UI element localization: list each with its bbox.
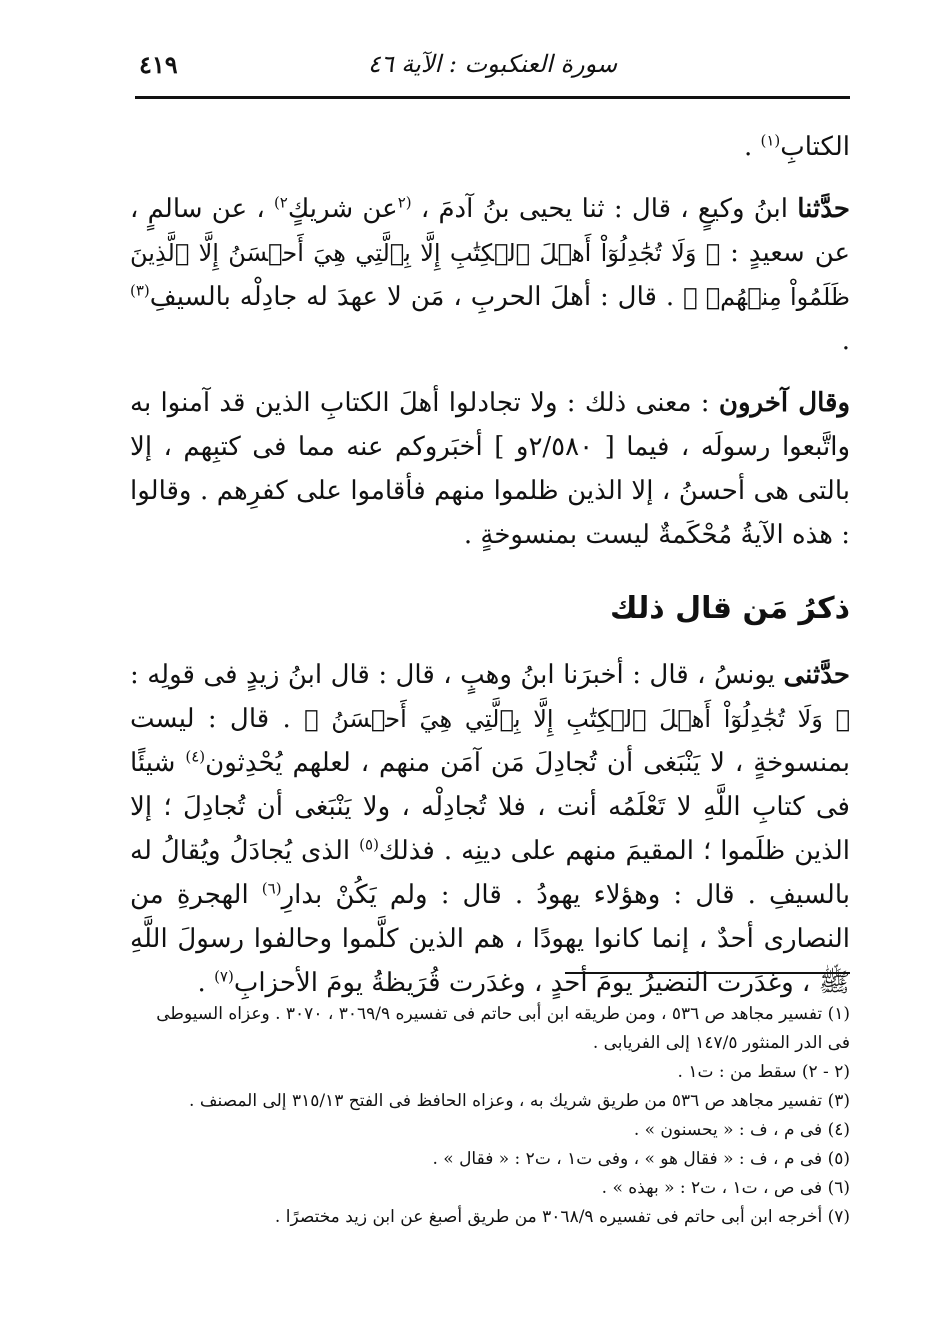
footnote-ref: (١): [760, 131, 781, 150]
page-number: ٤١٩: [139, 50, 178, 79]
paragraph: [130, 653, 850, 1005]
footnote-divider: [565, 972, 850, 974]
footnote: (٥) فى م ، ف : « فقال هو » ، وفى ت١ ، ت٢ : « فقال » .: [432, 1149, 850, 1169]
paragraph-lead: حدَّثنى: [783, 660, 850, 690]
quran-verse: ﴿ وَلَا تُجَٰدِلُوٓاْ أَهۡلَ ٱلۡكِتَٰبِ إِلَّا بِٱلَّتِي هِيَ أَحۡسَنُ ﴾: [304, 705, 850, 733]
footnote-ref: (٣): [130, 281, 150, 300]
paragraph: [130, 187, 850, 363]
running-header: [135, 42, 850, 99]
paragraph-text: . قال : أهلَ الحربِ ، مَن لا عهدَ له جادِلْه بالسيفِ: [149, 282, 684, 312]
footnote-ref: ٢): [273, 193, 288, 212]
footnote: (٢ - ٢) سقط من : ت١ .: [677, 1062, 850, 1082]
paragraph-text: ، عن سالمٍ ، عن سعيدٍ :: [130, 194, 851, 268]
footnote-ref: (٥): [359, 835, 379, 854]
footnote-ref: (٢: [397, 193, 412, 212]
paragraph-lead: وقال آخرون: [718, 388, 851, 418]
paragraphs-before-heading: [130, 125, 850, 557]
paragraph-text: ابنُ وكيعٍ ، قال : ثنا يحيى بنُ آدمَ ،: [411, 194, 798, 224]
paragraph-lead: حدَّثنا: [797, 194, 850, 224]
paragraph-text: .: [743, 132, 761, 162]
quran-verse: ﴿ وَلَا تُجَٰدِلُوٓاْ أَهۡلَ ٱلۡكِتَٰبِ إِلَّا بِٱلَّتِي هِيَ أَحۡسَنُ إِلَّا ٱلَّذِينَ ظَلَمُواْ مِنۡهُمۡ ﴾: [130, 239, 850, 311]
footnote: (٤) فى م ، ف : « يحسنون » .: [633, 1120, 850, 1140]
footnote: (٣) تفسير مجاهد ص ٥٣٦ من طريق شريك به ، وعزاه الحافظ فى الفتح ٣١٥/١٣ إلى المصنف .: [189, 1091, 850, 1111]
footnote-ref: (٦): [261, 879, 282, 898]
main-text: [130, 125, 850, 1023]
footnote: (٦) فى ص ، ت١ ، ت٢ : « بهذه » .: [601, 1178, 850, 1198]
paragraph: [130, 381, 850, 557]
paragraph-text: الذى يُجادَلُ ويُقالُ له بالسيفِ . قال : وهؤلاء يهودُ . قال : ولم يَكُنْ بدارِ: [130, 836, 850, 910]
paragraph-text: . قال : ليست بمنسوخةٍ ، لا يَنْبَغى أن تُجادِلَ مَن آمَن منهم ، لعلهم يُحْدِثون: [130, 704, 850, 778]
header-title: سورة العنكبوت : الآية ٤٦: [367, 50, 618, 78]
paragraphs-after-heading: [130, 653, 850, 1005]
paragraph-text: الهجرةِ من النصارى أحدٌ ، إنما كانوا يهودًا ، هم الذين كلَّموا وحالفوا رسولَ اللَّهِ ﷺ ، وغدَرت النضيرُ يومَ أحدٍ ، وغدَرت قُرَيظةُ يومَ الأحزابِ: [130, 880, 850, 998]
paragraph-text: شيئًا فى كتابِ اللَّهِ لا تَعْلَمُه أنت ، فلا تُجادِلْه ، ولا يَنْبَغى أن تُجادِلَ ؛ إلا الذين ظلَموا ؛ المقيمَ منهم على دينِه . فذلك: [130, 748, 851, 866]
paragraph-text: .: [197, 968, 215, 998]
footnote: (٧) أخرجه ابن أبى حاتم فى تفسيره ٣٠٦٨/٩ من طريق أصبغ عن ابن زيد مختصرًا .: [274, 1207, 850, 1227]
paragraph-text: الكتابِ: [780, 132, 850, 162]
paragraph-text: .: [841, 326, 850, 356]
paragraph-text: يونسُ ، قال : أخبرَنا ابنُ وهبٍ ، قال : قال ابنُ زيدٍ فى قولِه :: [130, 660, 784, 690]
footnotes: [135, 1000, 850, 1232]
paragraph-text: : معنى ذلك : ولا تجادلوا أهلَ الكتابِ الذين قد آمنوا به واتَّبعوا رسولَه ، فيما [ ٢/٥٨٠و ] أخبَروكم عنه مما فى كتبِهم ، إلا بالتى هى أحسنُ ، إلا الذين ظلموا منهم فأقاموا على كفرِهم . وقالوا : هذه الآيةُ مُحْكَمةٌ ليست بمنسوخةٍ .: [130, 388, 850, 550]
paragraph: [130, 125, 850, 169]
footnote-ref: (٧): [214, 967, 234, 986]
footnote: (١) تفسير مجاهد ص ٥٣٦ ، ومن طريقه ابن أبى حاتم فى تفسيره ٣٠٦٩/٩ ، ٣٠٧٠ . وعزاه السيوطى فى الدر المنثور ١٤٧/٥ إلى الفريابى .: [156, 1004, 850, 1053]
paragraph-text: عن شريكٍ: [287, 194, 398, 224]
section-heading: ذكرُ مَن قال ذلك: [610, 591, 850, 626]
footnote-ref: (٤): [185, 747, 206, 766]
